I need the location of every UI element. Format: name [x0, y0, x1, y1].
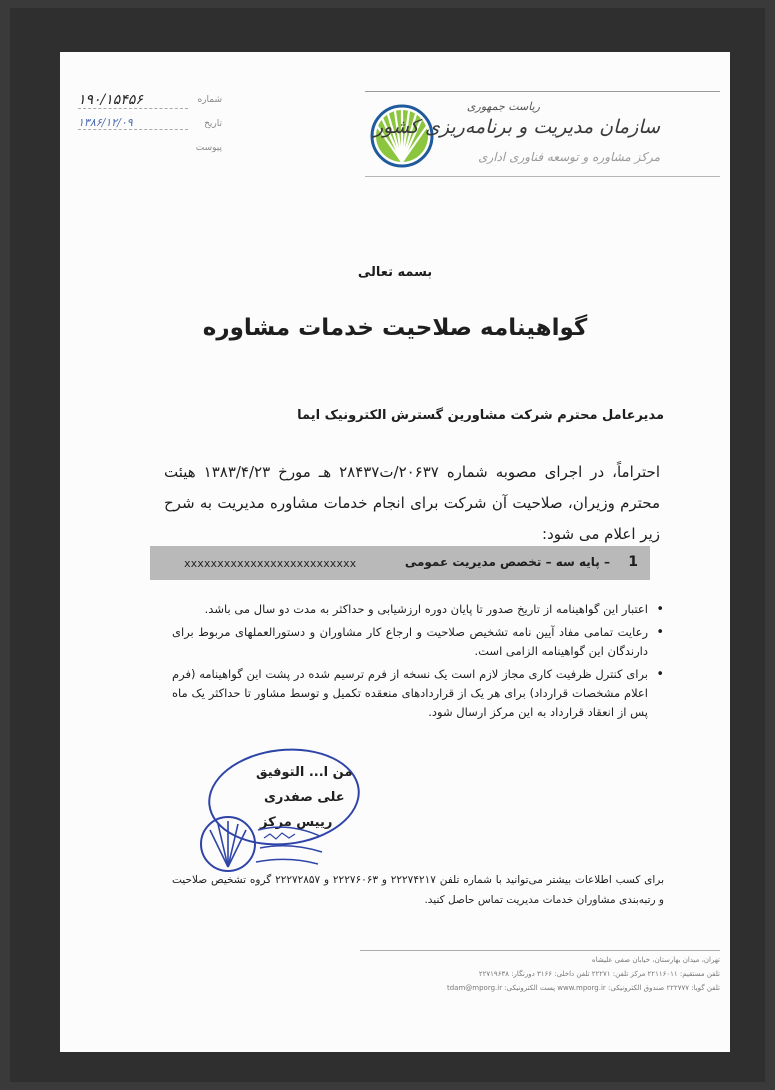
bismillah-heading: بسمه تعالی	[357, 265, 433, 280]
certificate-page	[60, 52, 730, 1052]
footer-address: تهران، میدان بهارستان، خیابان صفی علیشاه	[591, 956, 720, 964]
attachment-row	[76, 140, 236, 164]
reference-number-row	[76, 92, 236, 116]
conditions-list	[172, 600, 664, 726]
qualification-item-text: – پایه سه – تخصص مدیریت عمومی	[404, 555, 610, 569]
signature-title: رییس مرکز	[260, 815, 333, 830]
body-paragraph: احتراماً، در اجرای مصوبه شماره ۲۰۶۳۷/ت۲۸۴۳۷ هـ مورخ ۱۳۸۳/۴/۲۳ هیئت محترم وزیران، صلاحیت آن شرکت برای انجام خدمات مشاوره مدیریت به شرح زیر اعلام می شود:	[164, 463, 660, 543]
org-name: سازمان مدیریت و برنامه‌ریزی کشور	[373, 116, 660, 138]
header-top-rule	[365, 91, 720, 92]
addressee-line: مدیرعامل محترم شرکت مشاورین گسترش الکترونیک ایما	[297, 408, 664, 423]
header-bottom-rule	[365, 176, 720, 177]
qualification-item	[150, 546, 650, 580]
reference-date: ۱۳۸۶/۱۲/۰۹	[78, 116, 188, 130]
signature-line-1: من ا... التوفیق	[256, 765, 353, 780]
condition-item: • رعایت تمامی مفاد آیین نامه تشخیص صلاحیت و ارجاع کار مشاوران و دستورالعملهای مربوط برای دارندگان این گواهینامه الزامی است.	[172, 623, 648, 661]
reference-number-label: شماره	[197, 95, 222, 105]
qualification-item-number: 1	[628, 554, 638, 570]
viewer-frame	[10, 8, 765, 1082]
qualification-item-filler: xxxxxxxxxxxxxxxxxxxxxxxxxx	[184, 557, 357, 570]
org-center-name: مرکز مشاوره و توسعه فناوری اداری	[478, 150, 660, 164]
condition-item: • اعتبار این گواهینامه از تاریخ صدور تا پایان دوره ارزشیابی و حداکثر به مدت دو سال می باشد.	[172, 600, 648, 619]
reference-date-label: تاریخ	[204, 119, 222, 129]
signature-name: علی صفدری	[264, 790, 345, 805]
org-presidency-label: ریاست جمهوری	[466, 100, 540, 113]
reference-block	[76, 92, 236, 164]
footer-phones: تلفن مستقیم: ۲۲۱۱۶۰۱۱ مرکز تلفن: ۲۲۲۷۱ تلفن داخلی: ۳۱۶۶ دورنگار: ۲۲۷۱۹۶۳۸	[478, 970, 720, 978]
reference-number: ۱۹۰/۱۵۴۵۶	[78, 92, 188, 109]
footer-web: تلفن گویا: ۲۲۲۷۷۷ صندوق الکترونیکی: www.mporg.ir پست الکترونیکی: tdam@mporg.ir	[446, 984, 720, 992]
certificate-title: گواهینامه صلاحیت خدمات مشاوره	[202, 315, 588, 341]
reference-date-row	[76, 116, 236, 140]
attachment-label: پیوست	[195, 143, 222, 153]
footer-rule	[360, 950, 720, 951]
condition-item: • برای کنترل ظرفیت کاری مجاز لازم است یک نسخه از فرم ترسیم شده در پشت این گواهینامه (فرم اعلام مشخصات قرارداد) برای هر یک از قراردادهای منعقده تکمیل و توسط مشاور تا حداکثر یک ماه پس از انعقاد قرارداد به این مرکز ارسال شود.	[172, 665, 648, 722]
contact-info: برای کسب اطلاعات بیشتر می‌توانید با شماره تلفن ۲۲۲۷۴۲۱۷ و ۲۲۲۷۶۰۶۳ و ۲۲۲۷۲۸۵۷ گروه تشخیص صلاحیت و رتبه‌بندی مشاوران خدمات مدیریت تماس حاصل کنید.	[172, 874, 664, 906]
